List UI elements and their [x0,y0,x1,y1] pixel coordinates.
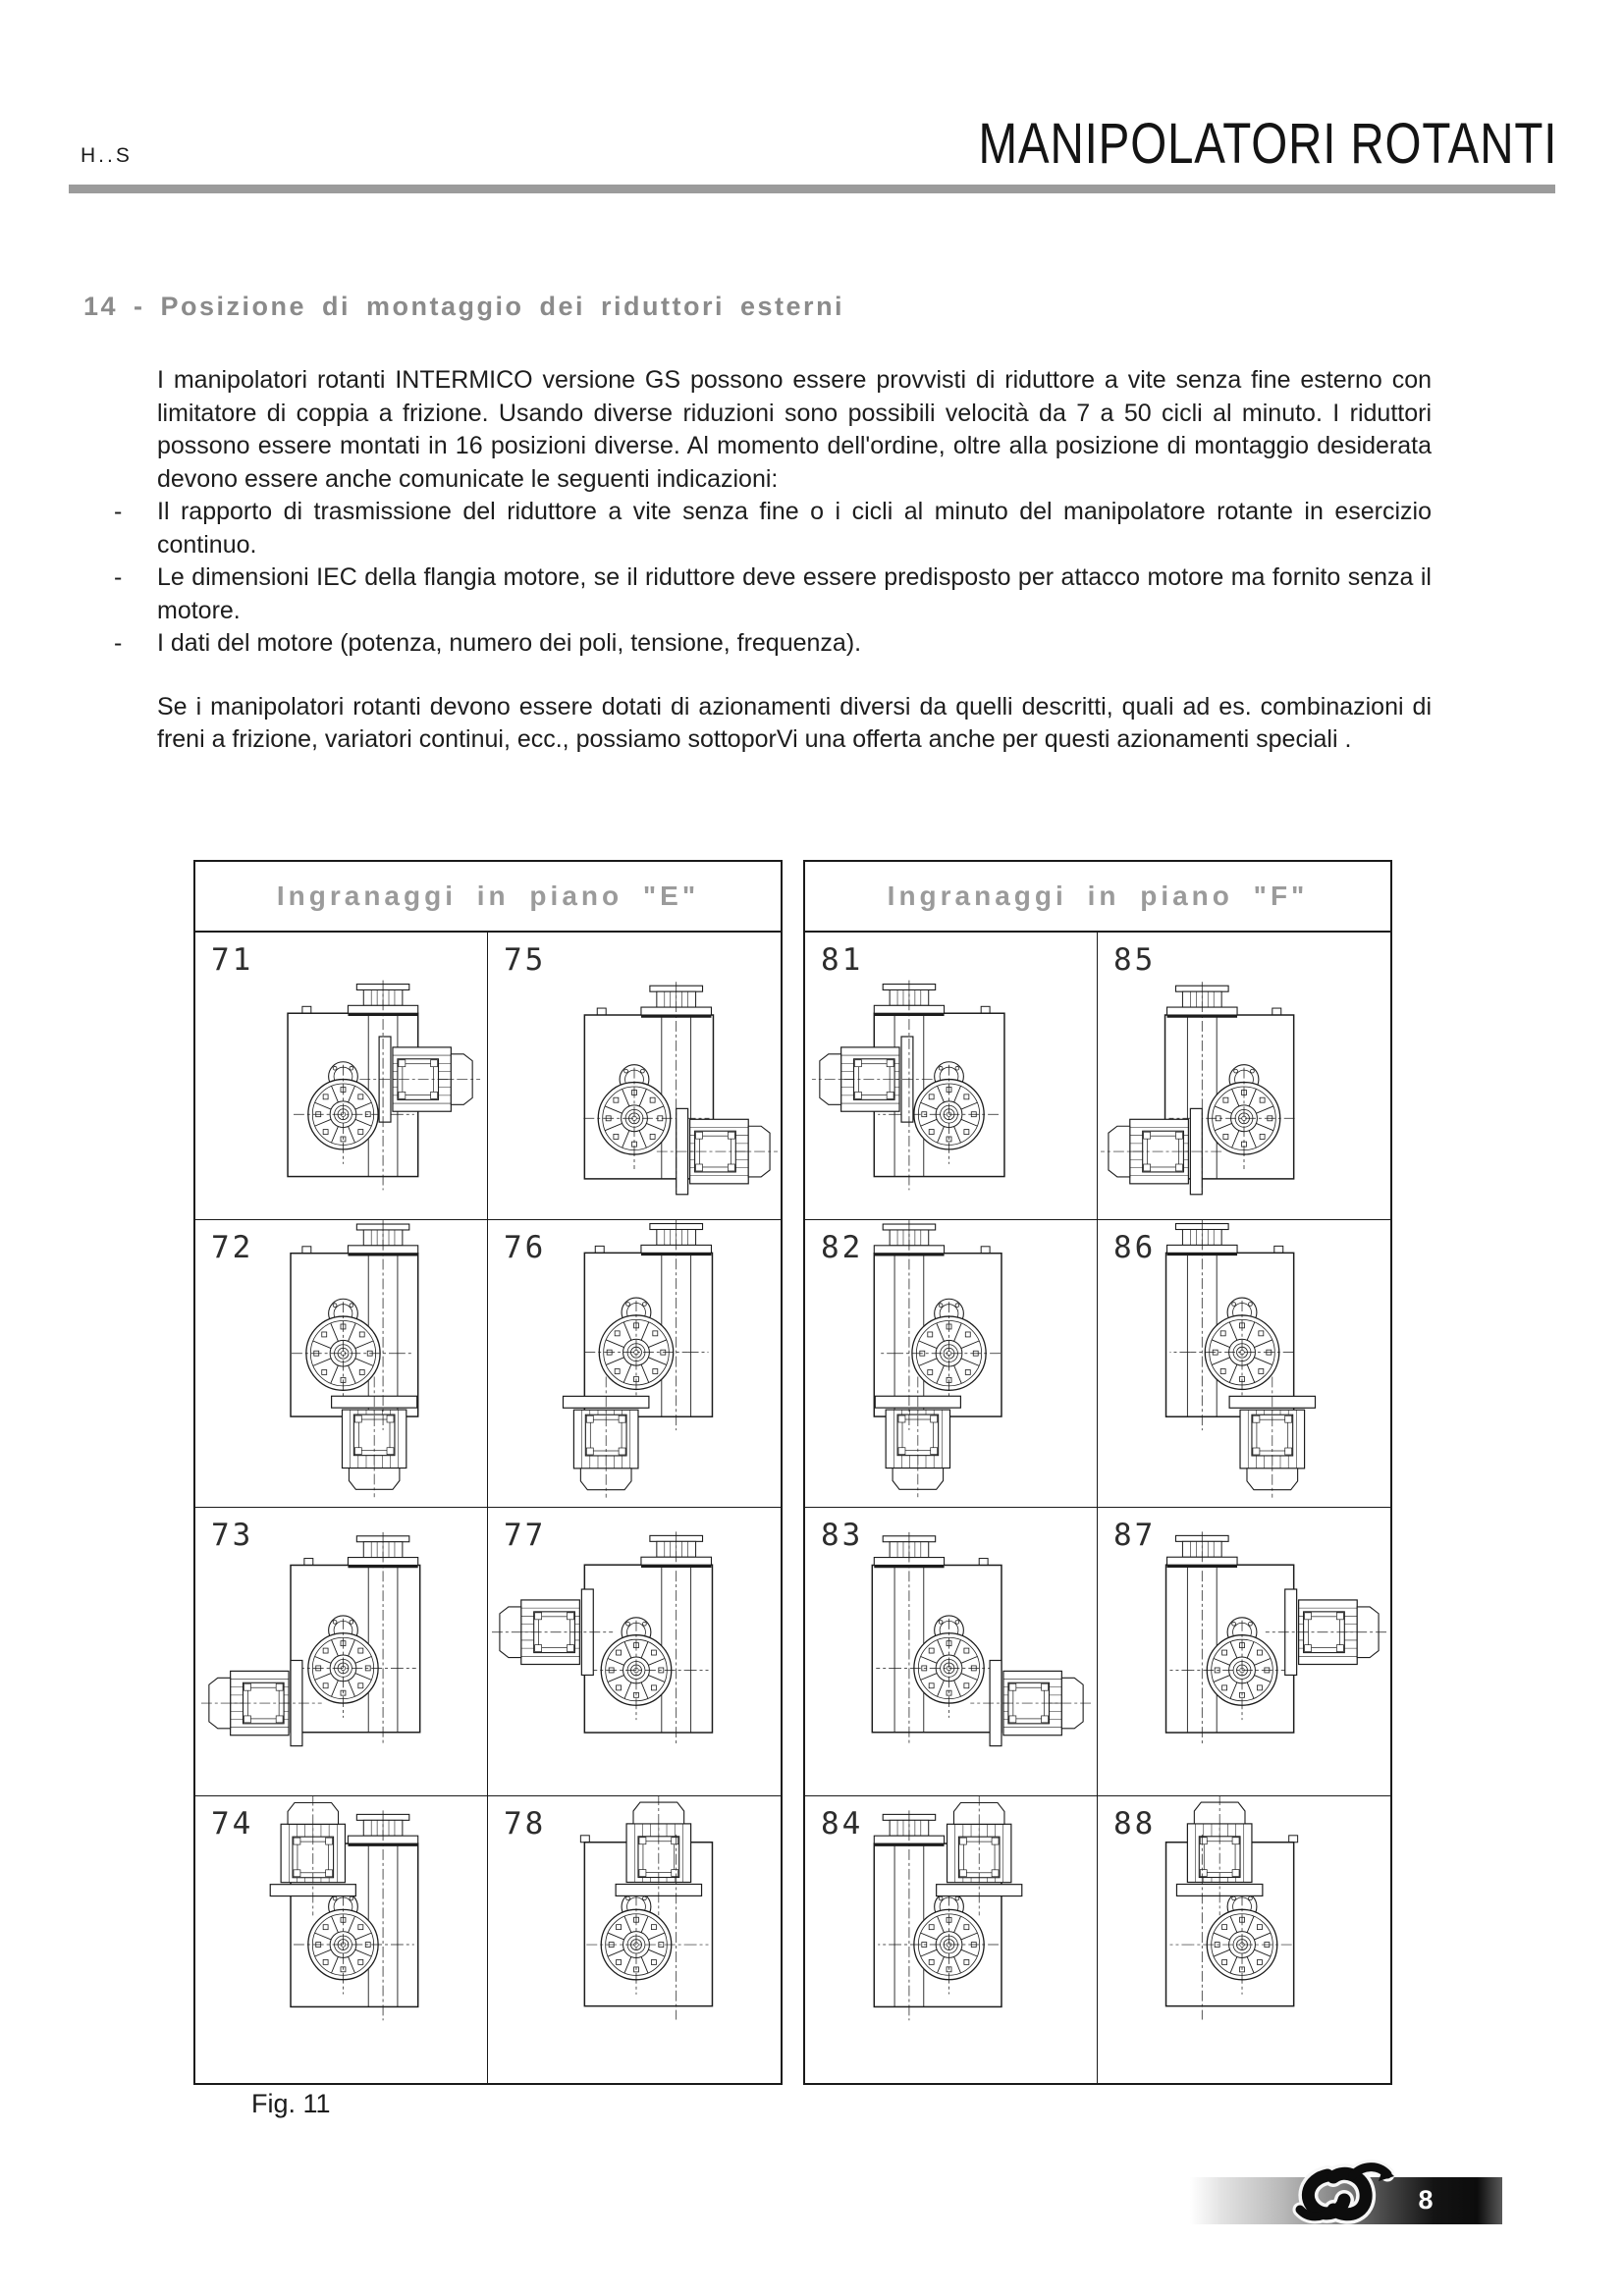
figure-table-plane-E [193,860,783,2085]
header-rule [69,185,1555,193]
position-number: 78 [504,1805,547,1842]
bullet-dash: - [114,563,123,591]
figure-cell-72 [195,1220,488,1508]
position-number: 88 [1113,1805,1157,1842]
figure-cell-71 [195,933,488,1220]
position-number: 71 [211,942,254,978]
cell-grid-plane-F [805,933,1390,2084]
table-header-plane-E: Ingranaggi in piano "E" [195,862,781,933]
figure-caption: Fig. 11 [251,2089,331,2118]
figure-table-plane-F [803,860,1392,2085]
company-knot-logo-icon [1290,2154,1394,2236]
figure-cell-85 [1098,933,1390,1220]
figure-cell-84 [805,1796,1098,2084]
position-number: 81 [821,942,864,978]
figure-cell-88 [1098,1796,1390,2084]
paragraph-intro: I manipolatori rotanti INTERMICO versione GS possono essere provvisti di riduttore a vite senza fine esterno con limitatore di coppia a frizione. Usando diverse riduzioni sono possibili velocità da 7 a 50 cicli al minuto. I riduttori possono essere montati in 16 posizioni diverse. Al momento dell'ordine, oltre alla posizione di montaggio desiderata devono essere anche comunicate le seguenti indicazioni: [157,366,1432,493]
page-number: 8 [1418,2185,1434,2215]
figure-cell-77 [488,1508,781,1795]
figure-cell-82 [805,1220,1098,1508]
position-number: 77 [504,1518,547,1554]
series-code: H..S [81,144,133,167]
position-number: 87 [1113,1518,1157,1554]
position-number: 82 [821,1230,864,1266]
section-heading: 14 - Posizione di montaggio dei riduttori esterni [83,292,845,321]
cell-grid-plane-E [195,933,781,2084]
bullet-item [114,561,1432,627]
figure-cell-73 [195,1508,488,1795]
position-number: 86 [1113,1230,1157,1266]
page-title: MANIPOLATORI ROTANTI [978,112,1557,176]
position-number: 83 [821,1518,864,1554]
bullet-list [114,496,1432,661]
table-header-plane-F: Ingranaggi in piano "F" [805,862,1390,933]
bullet-dash: - [114,498,123,525]
figure-cell-78 [488,1796,781,2084]
position-number: 73 [211,1518,254,1554]
bullet-item [114,627,1432,661]
bullet-text: Le dimensioni IEC della flangia motore, se il riduttore deve essere predisposto per attacco motore ma fornito senza il motore. [157,563,1432,624]
bullet-item [114,496,1432,561]
bullet-dash: - [114,629,123,657]
bullet-text: I dati del motore (potenza, numero dei poli, tensione, frequenza). [157,629,862,657]
figure-cell-76 [488,1220,781,1508]
position-number: 72 [211,1230,254,1266]
paragraph-special-drives: Se i manipolatori rotanti devono essere dotati di azionamenti diversi da quelli descritti, quali ad es. combinazioni di freni a frizione, variatori continui, ecc., possiamo sottoporVi una offerta anche per questi azionamenti speciali . [157,692,1432,753]
position-number: 84 [821,1805,864,1842]
position-number: 75 [504,942,547,978]
figure-cell-81 [805,933,1098,1220]
figure-cell-87 [1098,1508,1390,1795]
position-number: 85 [1113,942,1157,978]
position-number: 76 [504,1230,547,1266]
bullet-text: Il rapporto di trasmissione del riduttore a vite senza fine o i cicli al minuto del manipolatore rotante in esercizio continuo. [157,498,1432,559]
position-number: 74 [211,1805,254,1842]
figure-cell-86 [1098,1220,1390,1508]
figure-cell-75 [488,933,781,1220]
figure-cell-83 [805,1508,1098,1795]
body-text [114,364,1432,757]
figure-cell-74 [195,1796,488,2084]
